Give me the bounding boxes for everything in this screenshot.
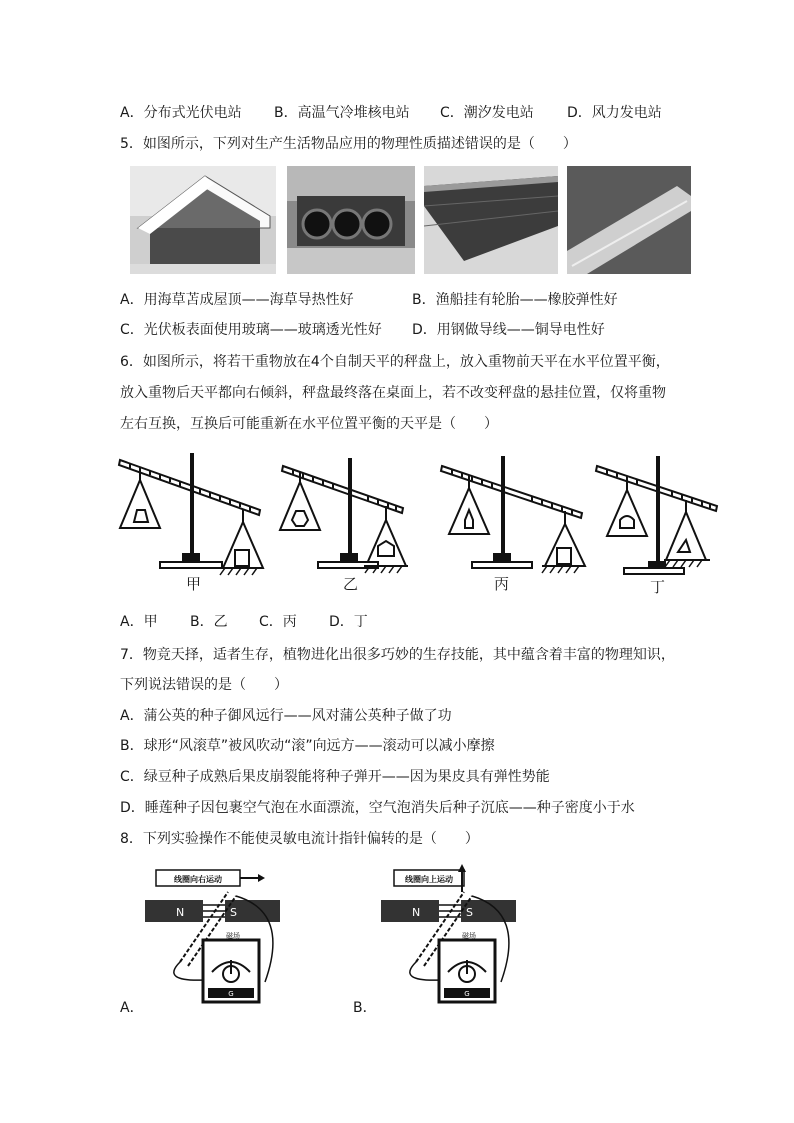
q4-option-d: D．风力发电站 <box>567 105 662 121</box>
q8-a-caption: 线圈向右运动 <box>174 875 222 884</box>
q7-option-c: C．绿豆种子成熟后果皮崩裂能将种子弹开——因为果皮具有弹性势能 <box>120 769 550 785</box>
q6-stem-line-1: 6．如图所示，将若干重物放在4个自制天平的秤盘上，放入重物前天平在水平位置平衡， <box>120 354 670 370</box>
q5-option-b: B．渔船挂有轮胎——橡胶弹性好 <box>412 292 618 308</box>
q8-figure-b <box>376 862 536 1012</box>
q7-stem-line-1: 7．物竞天择，适者生存，植物进化出很多巧妙的生存技能，其中蕴含着丰富的物理知识， <box>120 647 675 663</box>
q8-b-field-label: 磁场 <box>462 932 476 940</box>
q8-a-meter-label: G <box>228 990 234 998</box>
q4-option-a: A．分布式光伏电站 <box>120 105 242 121</box>
q6-option-b: B．乙 <box>190 614 228 630</box>
thatched-roof-photo <box>130 166 276 274</box>
balance-label-jia: 甲 <box>186 575 202 593</box>
q7-option-a: A．蒲公英的种子御风远行——风对蒲公英种子做了功 <box>120 708 452 724</box>
q8-b-caption: 线圈向上运动 <box>405 875 453 884</box>
wire-photo <box>567 166 691 274</box>
q7-option-d: D．睡莲种子因包裹空气泡在水面漂流，空气泡消失后种子沉底——种子密度小于水 <box>120 800 635 816</box>
q4-option-c: C．潮汐发电站 <box>440 105 534 121</box>
q5-option-a: A．用海草苫成屋顶——海草导热性好 <box>120 292 354 308</box>
balance-ding <box>592 448 742 598</box>
solar-panel-photo <box>424 166 558 274</box>
q8-b-magnet-s: S <box>466 906 473 919</box>
q8-stem: 8．下列实验操作不能使灵敏电流计指针偏转的是（ ） <box>120 831 479 847</box>
boat-tires-photo <box>287 166 415 274</box>
q7-stem-line-2: 下列说法错误的是（ ） <box>120 677 288 693</box>
q5-stem: 5．如图所示，下列对生产生活物品应用的物理性质描述错误的是（ ） <box>120 136 577 152</box>
balance-label-bing: 丙 <box>494 575 510 593</box>
q5-option-d: D．用钢做导线——铜导电性好 <box>412 322 605 338</box>
q6-option-d: D．丁 <box>329 614 368 630</box>
q8-option-b: B． <box>353 1000 377 1016</box>
q8-a-field-label: 磁场 <box>226 932 240 940</box>
q8-b-meter-label: G <box>464 990 470 998</box>
balance-label-yi: 乙 <box>343 575 359 593</box>
q8-a-magnet-s: S <box>230 906 237 919</box>
q7-option-b: B．球形“风滚草”被风吹动“滚”向远方——滚动可以减小摩擦 <box>120 738 495 754</box>
q8-figure-a <box>140 862 300 1012</box>
q6-option-a: A．甲 <box>120 614 158 630</box>
q8-a-magnet-n: N <box>176 906 185 919</box>
q6-option-c: C．丙 <box>259 614 297 630</box>
q8-option-a: A． <box>120 1000 144 1016</box>
q8-b-magnet-n: N <box>412 906 421 919</box>
q6-stem-line-3: 左右互换，互换后可能重新在水平位置平衡的天平是（ ） <box>120 416 498 432</box>
balance-bing <box>437 448 587 598</box>
q4-option-b: B．高温气冷堆核电站 <box>274 105 410 121</box>
q6-stem-line-2: 放入重物后天平都向右倾斜，秤盘最终落在桌面上，若不改变秤盘的悬挂位置，仅将重物 <box>120 385 666 401</box>
balance-label-ding: 丁 <box>650 578 666 596</box>
q5-option-c: C．光伏板表面使用玻璃——玻璃透光性好 <box>120 322 382 338</box>
